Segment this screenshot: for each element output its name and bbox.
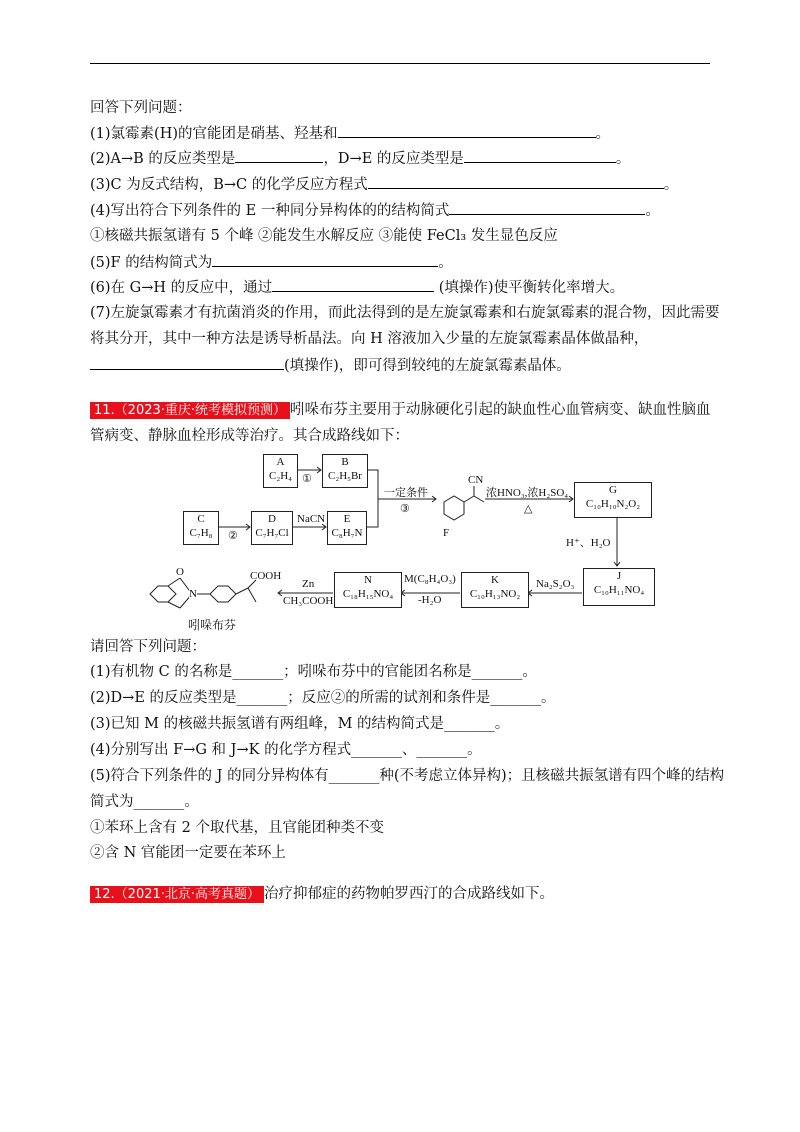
condition-label: 一定条件 [384, 487, 428, 499]
q10-part3: (3)C 为反式结构，B→C 的化学反应方程式 。 [90, 174, 678, 195]
q10-part7-line1: (7)左旋氯霉素才有抗菌消炎的作用，而此法得到的是左旋氯霉素和右旋氯霉素的混合物，因此需要 [90, 305, 720, 321]
na2s2o3-label: Na₂S₂O₃ [536, 578, 575, 590]
water-loss-label: -H₂O [418, 594, 442, 606]
nitration-label: 浓HNO₃,浓H₂SO₄ [486, 487, 569, 499]
q10-part4-conditions: ①核磁共振氢谱有 5 个峰 ②能发生水解反应 ③能使 FeCl₃ 发生显色反应 [90, 228, 558, 244]
q11-source-tag: 11.（2023·重庆·统考模拟预测） [90, 402, 290, 419]
acetic-acid-label: CH₃COOH [283, 595, 334, 607]
q10-part2: (2)A→B 的反应类型是 ，D→E 的反应类型是 。 [90, 148, 630, 169]
q10-part1: (1)氯霉素(H)的官能团是硝基、羟基和 。 [90, 123, 610, 144]
q11-ask: 请回答下列问题： [90, 639, 206, 655]
q10-part5: (5)F 的结构简式为 。 [90, 252, 453, 273]
q11-part4: (4)分别写出 F→G 和 J→K 的化学方程式_______、_______。 [90, 742, 482, 758]
compound-n-box: N C₁₈H₁₅NO₄ [334, 572, 402, 608]
q10-part7-line3: (填操作)，即可得到较纯的左旋氯霉素晶体。 [90, 355, 571, 376]
step-3-label: ③ [400, 503, 410, 515]
q12-source-tag: 12.（2021·北京·高考真题） [90, 886, 264, 903]
product-name: 吲哚布芬 [188, 618, 237, 632]
q12-intro: 12.（2021·北京·高考真题） 治疗抑郁症的药物帕罗西汀的合成路线如下。 [90, 884, 554, 905]
q11-intro-line2: 管病变、静脉血栓形成等治疗。其合成路线如下： [90, 428, 409, 444]
compound-k-box: K C₁₀H₁₃NO₂ [461, 572, 529, 608]
q10-part7-line2: 将其分开，其中一种方法是诱导析晶法。向 H 溶液加入少量的左旋氯霉素晶体做晶种， [90, 331, 649, 347]
cooh-label: COOH [250, 570, 282, 582]
reagent-m-label: M(C₈H₄O₃) [404, 573, 456, 585]
nitrogen-label: N [189, 588, 197, 600]
heat-label: △ [524, 503, 533, 515]
q11-intro-line1: 11.（2023·重庆·统考模拟预测） 吲哚布芬主要用于动脉硬化引起的缺血性心血管病变、缺血性脑血 [90, 400, 711, 421]
compound-c-box: C C₇H₈ [183, 511, 219, 545]
q11-part1: (1)有机物 C 的名称是_______；吲哚布芬中的官能团名称是_______。 [90, 664, 537, 680]
nacn-label: NaCN [297, 513, 326, 525]
q10-intro: 回答下列问题： [90, 100, 192, 116]
step-1-label: ① [302, 473, 312, 485]
compound-d-box: D C₇H₇Cl [251, 511, 293, 545]
zn-label: Zn [302, 578, 315, 590]
q11-condition-1: ①苯环上含有 2 个取代基，且官能团种类不变 [90, 820, 384, 836]
hydrolysis-label: H⁺、H₂O [566, 537, 611, 549]
compound-b-box: B C₂H₅Br [322, 454, 368, 488]
compound-a-box: A C₂H₄ [263, 454, 298, 488]
q11-part5-line1: (5)符合下列条件的 J 的同分异构体有_______种(不考虑立体异构)；且核磁共振氢谱有四个峰的结构 [90, 768, 725, 784]
q10-part6: (6)在 G→H 的反应中，通过 (填操作)使平衡转化率增大。 [90, 277, 624, 298]
q11-condition-2: ②含 N 官能团一定要在苯环上 [90, 845, 286, 861]
cn-group-label: CN [468, 474, 484, 486]
compound-g-box: G C₁₀H₁₀N₂O₂ [574, 482, 652, 518]
compound-j-box: J C₁₀H₁₁NO₄ [583, 568, 655, 606]
compound-f-label: F [443, 527, 450, 539]
compound-e-box: E C₈H₇N [327, 511, 367, 545]
q10-part4: (4)写出符合下列条件的 E 一种同分异构体的的结构简式 。 [90, 200, 660, 221]
q11-part2: (2)D→E 的反应类型是_______；反应②的所需的试剂和条件是_______。 [90, 690, 556, 706]
q11-part5-line2: 简式为_______。 [90, 794, 199, 810]
step-2-label: ② [228, 530, 238, 542]
carbonyl-o-label: O [176, 566, 184, 578]
q11-part3: (3)已知 M 的核磁共振氢谱有两组峰，M 的结构简式是_______。 [90, 716, 510, 732]
